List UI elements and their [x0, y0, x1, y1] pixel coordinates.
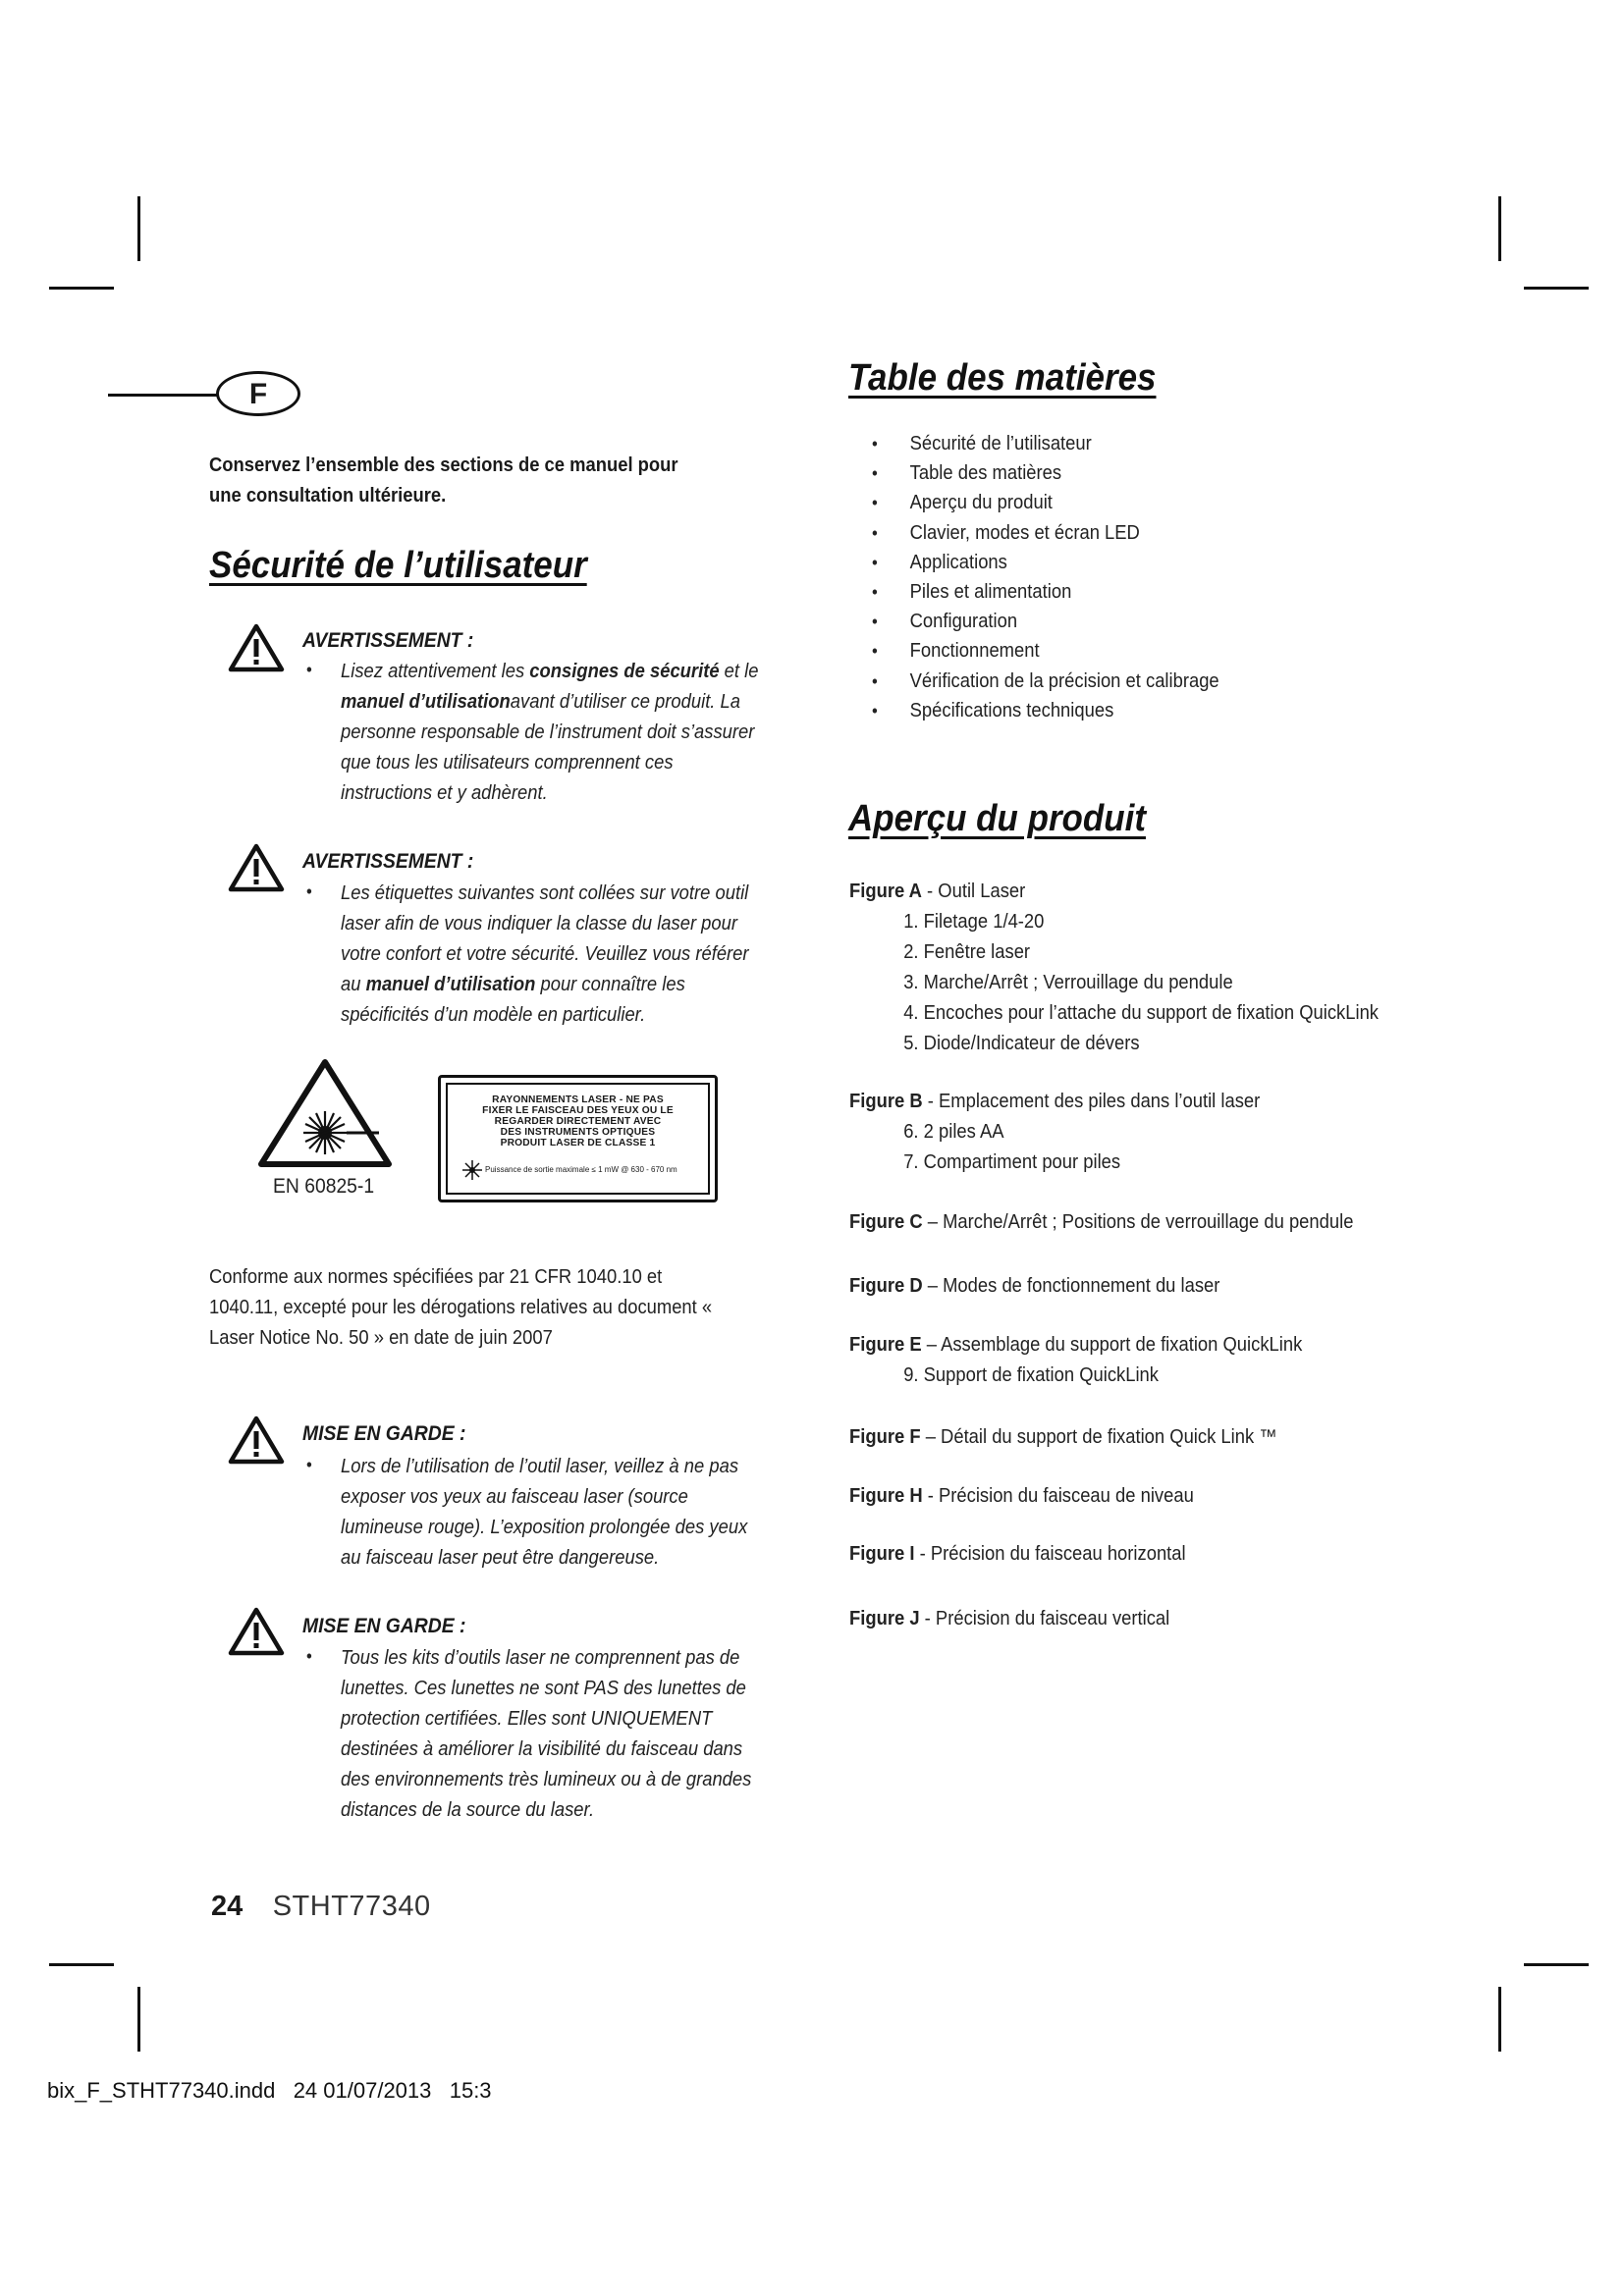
- laser-standard: EN 60825-1: [273, 1175, 375, 1198]
- figure-label: Figure B: [849, 1091, 923, 1112]
- figure-separator: –: [922, 1211, 944, 1233]
- laser-warning-label: [438, 1075, 718, 1202]
- warning-triangle-icon: [228, 1415, 285, 1465]
- warning-text-bold: manuel d’utilisation: [341, 691, 511, 713]
- figure-item: 6. 2 piles AA: [903, 1121, 1004, 1143]
- crop-mark: [137, 196, 140, 261]
- crop-mark: [137, 1987, 140, 2052]
- caution-text-content: Tous les kits d’outils laser ne comprennent pas de lunettes. Ces lunettes ne sont PAS des lunettes de protection certifiées. Elles sont UNIQUEMENT destinées à améliorer la visibilité du faisceau dans des environnements très lumineux ou à de grandes distances de la source du laser.: [341, 1647, 752, 1821]
- figure-item: 7. Compartiment pour piles: [903, 1151, 1121, 1173]
- figure-desc: Outil Laser: [938, 881, 1026, 902]
- warning-title: AVERTISSEMENT :: [302, 850, 474, 873]
- laser-burst-icon: [461, 1159, 483, 1181]
- figure-separator: -: [919, 1608, 936, 1629]
- conformity-text: Conforme aux normes spécifiées par 21 CFR 1040.10 et 1040.11, excepté pour les dérogations relatives au document « Laser Notice No. 50 » en date de juin 2007: [209, 1266, 713, 1349]
- crop-mark: [49, 287, 114, 290]
- warning-text-part: et le: [719, 661, 759, 682]
- figure-label: Figure I: [849, 1543, 915, 1565]
- crop-mark: [1498, 1987, 1501, 2052]
- figure-separator: -: [922, 1485, 939, 1507]
- crop-mark: [1498, 196, 1501, 261]
- figure-separator: –: [922, 1275, 944, 1297]
- figure-item: 1. Filetage 1/4-20: [903, 911, 1045, 933]
- figure-desc: Marche/Arrêt ; Positions de verrouillage du pendule: [943, 1211, 1354, 1233]
- figure-group: [849, 1207, 1353, 1238]
- print-slug: bix_F_STHT77340.indd 24 01/07/2013 15:3: [47, 2078, 492, 2103]
- caution-title: MISE EN GARDE :: [302, 1422, 466, 1445]
- figure-group: [849, 1422, 1277, 1453]
- figure-separator: -: [921, 881, 939, 902]
- laser-label-line: FIXER LE FAISCEAU DES YEUX OU LE: [482, 1105, 674, 1116]
- figure-label: Figure H: [849, 1485, 923, 1507]
- model-number: STHT77340: [272, 1891, 431, 1922]
- figure-group: [849, 1087, 1260, 1178]
- warning-text-bold: consignes de sécurité: [529, 661, 720, 682]
- toc-list: [872, 429, 1219, 725]
- figure-label: Figure C: [849, 1211, 923, 1233]
- caution-text: • Tous les kits d’outils laser ne comprennent pas de lunettes. Ces lunettes ne sont PAS des lunettes de protection certifiées. Elles sont UNIQUEMENT destinées à améliorer la visibilité du faisceau dans des environnements très lumineux ou à de grandes distances de la source du laser.: [306, 1646, 752, 1821]
- toc-item: • Applications: [872, 548, 1219, 577]
- warning-triangle-icon: [228, 623, 285, 672]
- figure-group: [849, 1330, 1302, 1391]
- figure-separator: –: [920, 1426, 942, 1448]
- section-marker: [108, 371, 304, 420]
- page-footer: [211, 1891, 431, 1923]
- warning-text-bold: manuel d’utilisation: [365, 974, 536, 995]
- toc-item: • Piles et alimentation: [872, 577, 1219, 607]
- figure-group: [849, 1604, 1169, 1634]
- figure-separator: -: [922, 1091, 939, 1112]
- warning-text-part: Lisez attentivement les: [341, 661, 530, 682]
- figure-label: Figure A: [849, 881, 922, 902]
- laser-hazard-icon: [257, 1058, 393, 1168]
- caution-title: MISE EN GARDE :: [302, 1615, 466, 1637]
- figure-item: 9. Support de fixation QuickLink: [903, 1364, 1159, 1386]
- toc-item: • Clavier, modes et écran LED: [872, 518, 1219, 548]
- laser-label-line: REGARDER DIRECTEMENT AVEC: [494, 1116, 662, 1127]
- warning-text-part: avant d’utiliser ce produit. La personne responsable de l’instrument doit s’assurer que tous les utilisateurs comprennent ces instructions et y adhèrent.: [341, 691, 755, 804]
- figure-label: Figure F: [849, 1426, 921, 1448]
- toc-item: • Sécurité de l’utilisateur: [872, 429, 1219, 458]
- figure-desc: Précision du faisceau de niveau: [938, 1485, 1194, 1507]
- warning-title: AVERTISSEMENT :: [302, 629, 474, 652]
- toc-item: • Fonctionnement: [872, 636, 1219, 666]
- warning-triangle-icon: [228, 843, 285, 892]
- warning-text: • Les étiquettes suivantes sont collées sur votre outil laser afin de vous indiquer la classe du laser pour votre confort et votre sécurité. Veuillez vous référer au manuel d’utilisation pour connaître les spécificités d’un modèle en particulier.: [306, 881, 749, 1026]
- figure-item: 4. Encoches pour l’attache du support de fixation QuickLink: [903, 1002, 1380, 1024]
- toc-item: • Table des matières: [872, 458, 1219, 488]
- caution-text: • Lors de l’utilisation de l’outil laser, veillez à ne pas exposer vos yeux au faisceau laser (source lumineuse rouge). L’exposition prolongée des yeux au faisceau laser peut être dangereuse.: [306, 1455, 748, 1569]
- warning-text: • Lisez attentivement les consignes de sécurité et le manuel d’utilisationavant d’utiliser ce produit. La personne responsable de l’instrument doit s’assurer que tous les utilisateurs comprennent ces instructions et y adhèrent.: [306, 660, 759, 804]
- toc-item: • Aperçu du produit: [872, 488, 1219, 517]
- section-letter: F: [216, 371, 300, 416]
- warning-text-part: pour connaître les spécificités d’un modèle en particulier.: [341, 974, 685, 1026]
- warning-text-part: Les étiquettes suivantes sont collées sur votre outil laser afin de vous indiquer la classe du laser pour votre confort et votre sécurité. Veuillez vous référer au: [341, 882, 749, 995]
- intro-text: Conservez l’ensemble des sections de ce manuel pour une consultation ultérieure.: [209, 454, 678, 507]
- figure-group: [849, 877, 1379, 1059]
- figure-desc: Emplacement des piles dans l’outil laser: [938, 1091, 1261, 1112]
- safety-heading: Sécurité de l’utilisateur: [209, 545, 587, 586]
- figure-desc: Détail du support de fixation Quick Link ™: [941, 1426, 1277, 1448]
- toc-heading: Table des matières: [848, 357, 1157, 399]
- crop-mark: [49, 1963, 114, 1966]
- laser-label-line: PRODUIT LASER DE CLASSE 1: [500, 1138, 656, 1148]
- figure-desc: Précision du faisceau horizontal: [930, 1543, 1186, 1565]
- toc-item: • Configuration: [872, 607, 1219, 636]
- caution-text-content: Lors de l’utilisation de l’outil laser, veillez à ne pas exposer vos yeux au faisceau laser (source lumineuse rouge). L’exposition prolongée des yeux au faisceau laser peut être dangereuse.: [341, 1456, 748, 1569]
- figure-label: Figure D: [849, 1275, 923, 1297]
- toc-item: • Vérification de la précision et calibrage: [872, 667, 1219, 696]
- warning-triangle-icon: [228, 1607, 285, 1656]
- figure-item: 5. Diode/Indicateur de dévers: [903, 1033, 1140, 1054]
- laser-label-line: RAYONNEMENTS LASER - NE PAS: [492, 1095, 664, 1105]
- laser-label-line: DES INSTRUMENTS OPTIQUES: [500, 1127, 656, 1138]
- figure-desc: Précision du faisceau vertical: [935, 1608, 1170, 1629]
- figure-group: [849, 1539, 1186, 1570]
- figure-label: Figure J: [849, 1608, 920, 1629]
- figure-item: 2. Fenêtre laser: [903, 941, 1031, 963]
- overview-heading: Aperçu du produit: [848, 798, 1146, 839]
- crop-mark: [1524, 287, 1589, 290]
- figure-desc: Assemblage du support de fixation QuickLink: [941, 1334, 1303, 1356]
- toc-item: • Spécifications techniques: [872, 696, 1219, 725]
- figure-label: Figure E: [849, 1334, 922, 1356]
- figure-item: 3. Marche/Arrêt ; Verrouillage du pendule: [903, 972, 1233, 993]
- figure-separator: -: [914, 1543, 931, 1565]
- figure-group: [849, 1481, 1194, 1512]
- crop-mark: [1524, 1963, 1589, 1966]
- laser-label-power: Puissance de sortie maximale ≤ 1 mW @ 630 - 670 nm: [485, 1165, 677, 1174]
- page-number: 24: [211, 1891, 244, 1922]
- figure-group: [849, 1271, 1219, 1302]
- figure-separator: –: [921, 1334, 942, 1356]
- figure-desc: Modes de fonctionnement du laser: [943, 1275, 1220, 1297]
